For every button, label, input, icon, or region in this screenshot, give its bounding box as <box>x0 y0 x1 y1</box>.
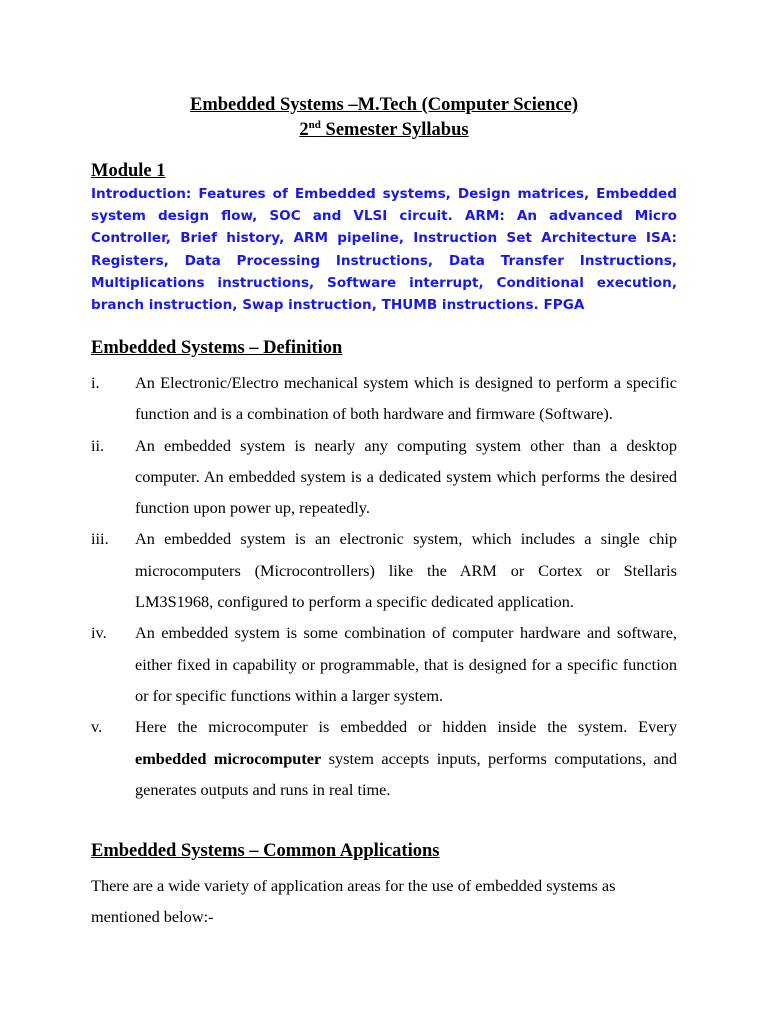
list-item <box>91 523 677 617</box>
definition-heading: Embedded Systems – Definition <box>91 338 343 358</box>
list-item-text-after: system accepts inputs, performs computations, and generates outputs and runs in real time. <box>135 748 677 799</box>
title-line-2-sup: nd <box>308 118 321 131</box>
document-title <box>0 93 768 143</box>
list-item-text: An embedded system is an electronic system, which includes a single chip microcomputers (Microcontrollers) like the ARM or Cortex or Stellaris LM3S1968, configured to perform a specific dedicated application. <box>135 529 677 612</box>
module-heading: Module 1 <box>91 161 166 181</box>
list-item <box>91 367 677 430</box>
list-item-number: iv. <box>91 623 107 643</box>
list-item-text-before: Here the microcomputer is embedded or hidden inside the system. Every <box>135 717 677 737</box>
definition-list <box>91 367 677 805</box>
list-item-number: ii. <box>91 435 105 455</box>
list-item-text: An embedded system is nearly any computing system other than a desktop computer. An embedded system is a dedicated system which performs the desired function upon power up, repeatedly. <box>135 435 677 518</box>
list-item-number: iii. <box>91 529 109 549</box>
list-item-number: v. <box>91 717 103 737</box>
title-line-2-prefix: 2 <box>299 120 309 140</box>
applications-text: There are a wide variety of application areas for the use of embedded systems as mentioned below:- <box>91 876 616 927</box>
title-line-2-suffix: Semester Syllabus <box>320 120 469 140</box>
list-item <box>91 711 677 805</box>
list-item-text: An embedded system is some combination of computer hardware and software, either fixed in capability or programmable, that is designed for a specific function or for specific functions within a larger system. <box>135 623 677 705</box>
module-intro: Introduction: Features of Embedded systems, Design matrices, Embedded system design flow, SOC and VLSI circuit. ARM: An advanced Micro Controller, Brief history, ARM pipeline, Instruction Set Architecture ISA: Registers, Data Processing Instructions, Data Transfer Instructions, Multiplications instructions, Software interrupt, Conditional execution, branch instruction, Swap instruction, THUMB instructions. FPGA <box>91 186 677 314</box>
list-item-text: An Electronic/Electro mechanical system which is designed to perform a specific function and is a combination of both hardware and firmware (Software). <box>135 373 677 424</box>
list-item <box>91 430 677 524</box>
list-item <box>91 617 677 711</box>
title-line-2 <box>299 120 468 140</box>
list-item-number: i. <box>91 373 100 392</box>
applications-heading: Embedded Systems – Common Applications <box>91 841 440 861</box>
list-item-bold-term: embedded microcomputer <box>135 748 322 768</box>
title-line-1: Embedded Systems –M.Tech (Computer Science) <box>190 95 578 115</box>
